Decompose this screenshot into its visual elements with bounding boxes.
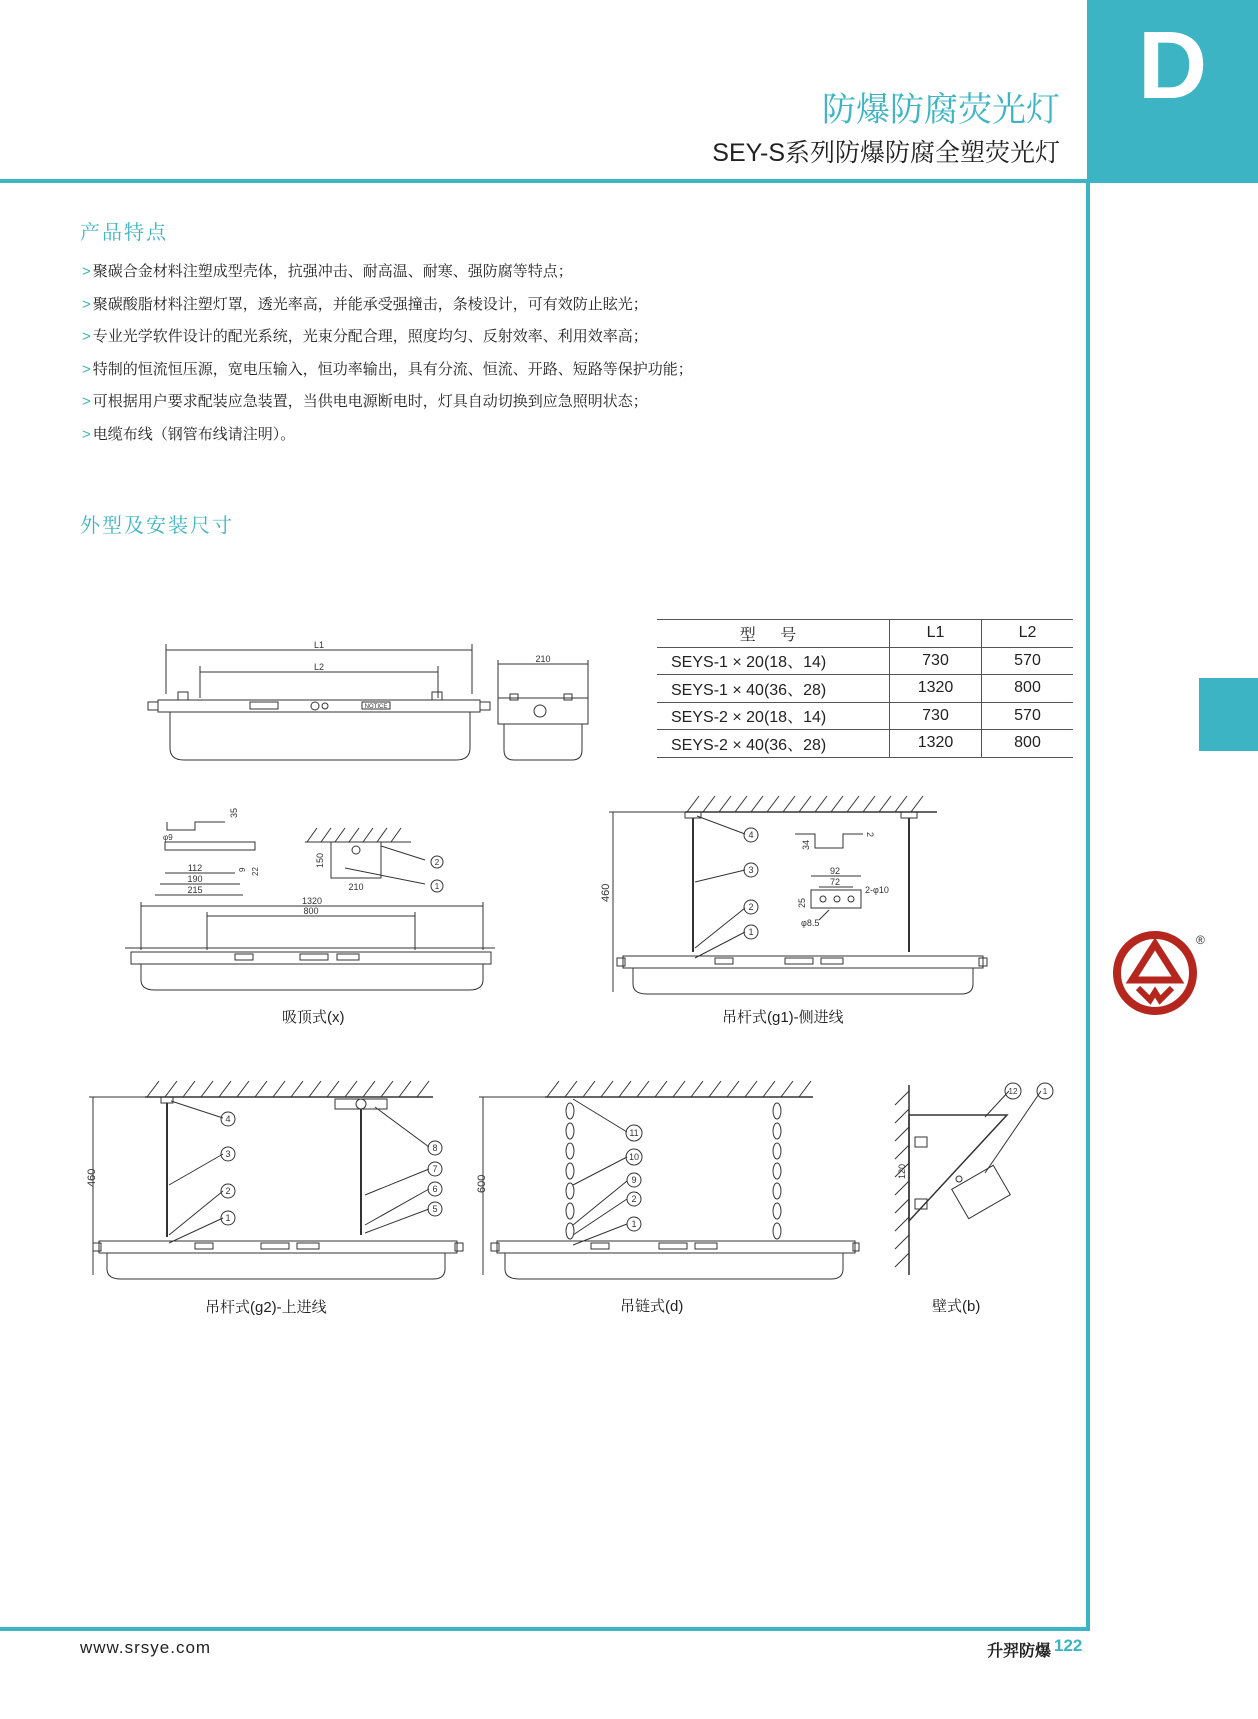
feature-item: > 可根据用户要求配装应急装置，当供电电源断电时，灯具自动切换到应急照明状态； bbox=[82, 393, 648, 410]
svg-text:3: 3 bbox=[748, 865, 754, 875]
svg-text:1: 1 bbox=[748, 927, 754, 937]
svg-text:2-φ10: 2-φ10 bbox=[865, 885, 889, 895]
website-link[interactable]: www.srsye.com bbox=[80, 1638, 212, 1657]
page-subtitle: SEY-S系列防爆防腐全塑荧光灯 bbox=[712, 139, 1060, 167]
svg-text:9: 9 bbox=[238, 867, 247, 872]
column-header: 型 号 bbox=[657, 620, 890, 648]
svg-text:4: 4 bbox=[748, 830, 754, 840]
list-marker: > bbox=[82, 263, 91, 280]
svg-text:7: 7 bbox=[432, 1164, 438, 1174]
side-tab bbox=[1199, 678, 1258, 751]
svg-text:12: 12 bbox=[1008, 1087, 1018, 1096]
l1-cell: 730 bbox=[890, 702, 982, 730]
svg-text:215: 215 bbox=[187, 885, 203, 895]
bottom-divider bbox=[0, 1627, 1090, 1631]
column-header: L1 bbox=[890, 620, 982, 648]
top-divider bbox=[0, 179, 1090, 183]
dimensions-heading: 外型及安装尺寸 bbox=[80, 515, 234, 537]
notice-label: NOTICE bbox=[364, 704, 388, 710]
caption-b: 壁式(b) bbox=[932, 1298, 981, 1315]
page-title: 防爆防腐荧光灯 bbox=[822, 91, 1060, 129]
l2-cell: 800 bbox=[982, 730, 1074, 758]
svg-text:22: 22 bbox=[251, 867, 260, 876]
svg-text:150: 150 bbox=[315, 852, 325, 868]
svg-text:2: 2 bbox=[748, 902, 754, 912]
caption-g2: 吊杆式(g2)-上进线 bbox=[205, 1299, 327, 1316]
l1-cell: 1320 bbox=[890, 730, 982, 758]
model-cell: SEYS-1 × 20(18、14) bbox=[657, 647, 890, 675]
caption-d: 吊链式(d) bbox=[620, 1298, 684, 1315]
caption-g1: 吊杆式(g1)-侧进线 bbox=[722, 1009, 844, 1026]
lamp-elevation-drawing bbox=[140, 638, 600, 768]
pendant-g1-drawing bbox=[600, 792, 990, 997]
model-cell: SEYS-2 × 40(36、28) bbox=[657, 730, 890, 758]
features-list bbox=[82, 256, 693, 451]
ceiling-mount-drawing bbox=[125, 800, 495, 995]
chain-drawing bbox=[475, 1075, 860, 1280]
svg-text:1: 1 bbox=[434, 882, 440, 891]
right-divider bbox=[1086, 183, 1090, 1631]
svg-text:72: 72 bbox=[829, 877, 841, 887]
svg-text:210: 210 bbox=[348, 882, 364, 892]
feature-item: > 聚碳酸脂材料注塑灯罩，透光率高，并能承受强撞击，条棱设计，可有效防止眩光； bbox=[82, 295, 648, 313]
dim-l1: L1 bbox=[313, 640, 325, 650]
caption-x: 吸顶式(x) bbox=[282, 1009, 345, 1026]
model-cell: SEYS-2 × 20(18、14) bbox=[657, 702, 890, 730]
svg-text:35: 35 bbox=[229, 807, 239, 818]
feature-item: > 聚碳合金材料注塑成型壳体，抗强冲击、耐高温、耐寒、强防腐等特点； bbox=[82, 263, 573, 280]
brand-name: 升羿防爆 bbox=[986, 1643, 1051, 1660]
feature-item: > 特制的恒流恒压源，宽电压输入，恒功率输出，具有分流、恒流、开路、短路等保护功能； bbox=[82, 360, 693, 378]
spec-table bbox=[657, 619, 1073, 758]
l2-cell: 800 bbox=[982, 675, 1074, 703]
list-marker: > bbox=[82, 393, 91, 410]
svg-text:1: 1 bbox=[1042, 1087, 1048, 1096]
svg-text:2: 2 bbox=[434, 858, 440, 867]
list-marker: > bbox=[82, 360, 91, 378]
table-row bbox=[657, 675, 1073, 703]
list-marker: > bbox=[82, 328, 91, 345]
table-row bbox=[657, 702, 1073, 730]
features-heading: 产品特点 bbox=[80, 222, 168, 244]
pendant-g2-drawing bbox=[85, 1075, 465, 1280]
l2-cell: 570 bbox=[982, 702, 1074, 730]
svg-text:92: 92 bbox=[829, 866, 841, 876]
svg-text:8: 8 bbox=[432, 1143, 438, 1153]
dim-side-width: 210 bbox=[535, 654, 551, 664]
table-row bbox=[657, 730, 1073, 758]
svg-text:112: 112 bbox=[187, 863, 203, 873]
list-marker: > bbox=[82, 295, 91, 313]
svg-text:5: 5 bbox=[432, 1204, 438, 1214]
l1-cell: 1320 bbox=[890, 675, 982, 703]
svg-text:1320: 1320 bbox=[301, 896, 323, 906]
section-tab bbox=[1087, 0, 1258, 183]
svg-text:3: 3 bbox=[225, 1149, 231, 1159]
list-marker: > bbox=[82, 425, 91, 443]
l2-cell: 570 bbox=[982, 647, 1074, 675]
svg-text:2: 2 bbox=[865, 832, 875, 838]
svg-text:φ9: φ9 bbox=[163, 833, 173, 842]
feature-item: > 专业光学软件设计的配光系统，光束分配合理，照度均匀、反射效率、利用效率高； bbox=[82, 328, 648, 345]
svg-text:2: 2 bbox=[631, 1194, 637, 1204]
svg-text:1: 1 bbox=[631, 1219, 637, 1229]
svg-text:460: 460 bbox=[600, 883, 612, 902]
dim-l2: L2 bbox=[313, 662, 325, 672]
svg-text:10: 10 bbox=[628, 1152, 640, 1162]
svg-text:6: 6 bbox=[432, 1184, 438, 1194]
column-header: L2 bbox=[982, 620, 1074, 648]
svg-text:190: 190 bbox=[187, 874, 203, 884]
svg-text:φ8.5: φ8.5 bbox=[801, 918, 820, 928]
svg-text:800: 800 bbox=[303, 906, 319, 916]
table-header-row bbox=[657, 620, 1073, 648]
svg-text:9: 9 bbox=[631, 1175, 637, 1185]
page-number: 122 bbox=[1054, 1636, 1083, 1655]
svg-text:2: 2 bbox=[225, 1186, 231, 1196]
table-row bbox=[657, 647, 1073, 675]
l1-cell: 730 bbox=[890, 647, 982, 675]
svg-text:120: 120 bbox=[897, 1163, 907, 1179]
svg-text:4: 4 bbox=[225, 1114, 231, 1124]
svg-text:460: 460 bbox=[86, 1168, 98, 1187]
svg-text:1: 1 bbox=[225, 1213, 231, 1223]
svg-text:25: 25 bbox=[797, 897, 807, 908]
feature-item: > 电缆布线（钢管布线请注明）。 bbox=[82, 425, 296, 443]
wall-mount-drawing bbox=[885, 1075, 1055, 1280]
section-letter: D bbox=[1137, 12, 1208, 119]
model-cell: SEYS-1 × 40(36、28) bbox=[657, 675, 890, 703]
registered-mark: ® bbox=[1196, 933, 1205, 947]
svg-text:34: 34 bbox=[801, 839, 811, 850]
svg-text:600: 600 bbox=[476, 1174, 488, 1193]
svg-text:11: 11 bbox=[629, 1128, 639, 1138]
brand-logo bbox=[1110, 930, 1210, 1020]
